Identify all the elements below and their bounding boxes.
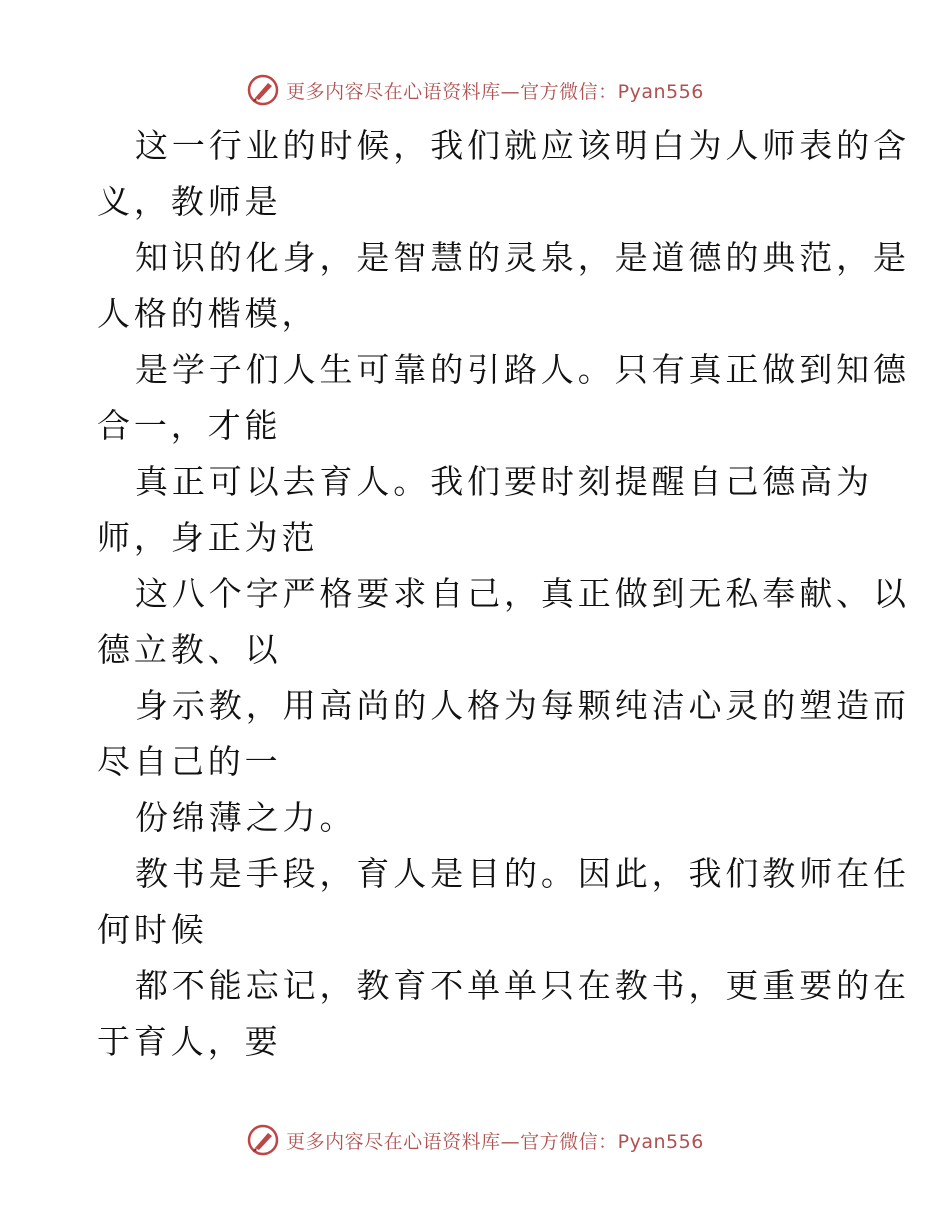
paragraph-line: 身示教，用高尚的人格为每颗纯洁心灵的塑造而 xyxy=(135,686,910,725)
paragraph xyxy=(97,846,910,958)
paragraph-line: 于育人，要 xyxy=(97,1022,282,1061)
paragraph xyxy=(97,342,910,454)
paragraph-line: 都不能忘记，教育不单单只在教书，更重要的在 xyxy=(135,966,910,1005)
pen-logo-icon xyxy=(246,73,280,107)
paragraph-line: 这八个字严格要求自己，真正做到无私奉献、以 xyxy=(135,574,910,613)
paragraph-line: 是学子们人生可靠的引路人。只有真正做到知德 xyxy=(135,350,910,389)
watermark-text: 更多内容尽在心语资料库—官方微信：Pyan556 xyxy=(286,1130,704,1153)
paragraph-line: 知识的化身，是智慧的灵泉，是道德的典范，是 xyxy=(135,238,910,277)
paragraph xyxy=(97,566,910,678)
paragraph-line: 尽自己的一 xyxy=(97,742,282,781)
watermark-text: 更多内容尽在心语资料库—官方微信：Pyan556 xyxy=(286,80,704,103)
paragraph-line: 这一行业的时候，我们就应该明白为人师表的含 xyxy=(135,126,910,165)
paragraph-line: 份绵薄之力。 xyxy=(135,798,357,837)
paragraph-line: 人格的楷模， xyxy=(97,294,319,333)
paragraph xyxy=(97,230,910,342)
paragraph-line: 教书是手段，育人是目的。因此，我们教师在任 xyxy=(135,854,910,893)
document-body xyxy=(97,118,910,1070)
paragraph xyxy=(97,454,873,566)
paragraph xyxy=(97,678,910,790)
paragraph xyxy=(97,958,910,1070)
paragraph xyxy=(97,118,910,230)
header-watermark xyxy=(0,70,950,110)
paragraph-line: 义，教师是 xyxy=(97,182,282,221)
paragraph-line: 合一，才能 xyxy=(97,406,282,445)
paragraph-line: 师，身正为范 xyxy=(97,518,319,557)
paragraph xyxy=(97,790,857,846)
pen-logo-icon xyxy=(246,1123,280,1157)
paragraph-line: 何时候 xyxy=(97,910,208,949)
paragraph-line: 德立教、以 xyxy=(97,630,282,669)
footer-watermark xyxy=(0,1120,950,1160)
paragraph-line: 真正可以去育人。我们要时刻提醒自己德高为 xyxy=(135,462,873,501)
